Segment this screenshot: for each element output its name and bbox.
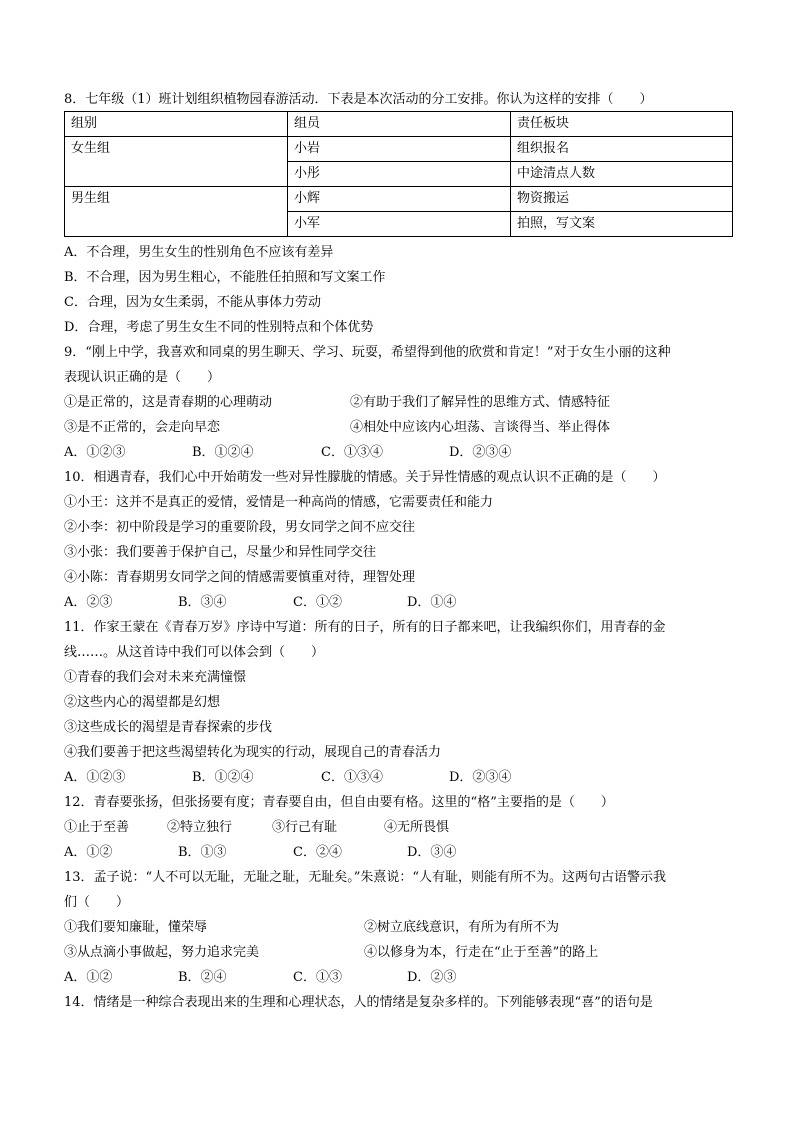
q13-stem: 13．孟子说：“人不可以无耻，无耻之耻，无耻矣。”朱熹说：“人有耻，则能有所不为。这两句古语警示我: [64, 870, 666, 885]
q12-item-1: ①止于至善: [64, 820, 130, 835]
q10-choice-b: B．③④: [178, 595, 227, 610]
q9-item-3: ③是不正常的，会走向早恋: [64, 420, 221, 435]
q11-item-3: ③这些成长的渴望是青春探索的步伐: [64, 720, 273, 735]
q11-item-2: ②这些内心的渴望都是幻想: [64, 695, 221, 710]
q8-option-c: C．合理，因为女生柔弱，不能从事体力劳动: [64, 295, 321, 310]
q11-choice-c: C．①③④: [321, 770, 383, 785]
table-cell: 小彤: [288, 162, 511, 187]
table-cell: 中途清点人数: [511, 162, 733, 187]
q11-item-1: ①青春的我们会对未来充满憧憬: [64, 670, 247, 685]
q9-choice-b: B．①②④: [192, 445, 254, 460]
q12-choice-a: A．①②: [64, 845, 113, 860]
q11-item-4: ④我们要善于把这些渴望转化为现实的行动，展现自己的青春活力: [64, 745, 442, 760]
q11-choice-b: B．①②④: [192, 770, 254, 785]
q12-item-4: ④无所畏惧: [384, 820, 450, 835]
q8-stem: 8．七年级（1）班计划组织植物园春游活动．下表是本次活动的分工安排。你认为这样的安排（ ）: [64, 92, 653, 107]
q9-stem-cont: 表现认识正确的是（ ）: [64, 370, 221, 385]
q12-item-3: ③行己有耻: [272, 820, 338, 835]
q10-item-4: ④小陈：青春期男女同学之间的情感需要慎重对待，理智处理: [64, 570, 416, 585]
q8-option-b: B．不合理，因为男生粗心，不能胜任拍照和写文案工作: [64, 270, 386, 285]
q12-choice-c: C．②④: [293, 845, 342, 860]
q12-item-2: ②特立独行: [167, 820, 233, 835]
q11-choice-a: A．①②③: [64, 770, 126, 785]
q9-choice-c: C．①③④: [321, 445, 383, 460]
q13-item-4: ④以修身为本，行走在“止于至善”的路上: [364, 945, 599, 960]
q13-item-2: ②树立底线意识，有所为有所不为: [364, 920, 560, 935]
q13-choice-b: B．②④: [178, 970, 227, 985]
q10-stem: 10．相遇青春，我们心中开始萌发一些对异性朦胧的情感。关于异性情感的观点认识不正确的是（ ）: [64, 470, 666, 485]
q13-item-1: ①我们要知廉耻，懂荣辱: [64, 920, 208, 935]
q10-choice-c: C．①②: [293, 595, 342, 610]
q13-choice-c: C．①③: [293, 970, 342, 985]
q11-choice-d: D．②③④: [449, 770, 512, 785]
table-cell: 小辉: [288, 187, 511, 212]
q8-option-d: D．合理，考虑了男生女生不同的性别特点和个体优势: [64, 320, 374, 335]
q10-item-2: ②小李：初中阶段是学习的重要阶段，男女同学之间不应交往: [64, 520, 416, 535]
q13-choice-a: A．①②: [64, 970, 113, 985]
table-row: [65, 137, 733, 162]
table-cell: 小军: [288, 212, 511, 237]
q9-choice-a: A．①②③: [64, 445, 126, 460]
table-header-row: [65, 112, 733, 137]
q9-choice-d: D．②③④: [449, 445, 512, 460]
q10-choice-a: A．②③: [64, 595, 113, 610]
q8-option-a: A．不合理，男生女生的性别角色不应该有差异: [64, 245, 334, 260]
table-header: 组别: [65, 112, 288, 137]
q10-choice-d: D．①④: [407, 595, 457, 610]
table-cell: 拍照，写文案: [511, 212, 733, 237]
table-group-cell: 女生组: [65, 137, 288, 187]
table-header: 责任板块: [511, 112, 733, 137]
q14-stem: 14．情绪是一种综合表现出来的生理和心理状态，人的情绪是复杂多样的。下列能够表现“喜”的语句是: [64, 995, 653, 1010]
q12-choice-b: B．①③: [178, 845, 227, 860]
q10-item-3: ③小张：我们要善于保护自己，尽量少和异性同学交往: [64, 545, 377, 560]
table-group-cell: 男生组: [65, 187, 288, 237]
table-cell: 组织报名: [511, 137, 733, 162]
q10-item-1: ①小王：这并不是真正的爱情，爱情是一种高尚的情感，它需要责任和能力: [64, 495, 494, 510]
q12-choice-d: D．③④: [407, 845, 457, 860]
q12-stem: 12．青春要张扬，但张扬要有度；青春要自由，但自由要有格。这里的“格”主要指的是（ ）: [64, 795, 614, 810]
q13-item-3: ③从点滴小事做起，努力追求完美: [64, 945, 260, 960]
table-cell: 物资搬运: [511, 187, 733, 212]
q11-stem-cont: 线……。从这首诗中我们可以体会到（ ）: [64, 645, 325, 660]
q11-stem: 11．作家王蒙在《青春万岁》序诗中写道：所有的日子，所有的日子都来吧，让我编织你们，用青春的金: [64, 620, 666, 635]
q8-table: [64, 111, 733, 237]
q9-item-4: ④相处中应该内心坦荡、言谈得当、举止得体: [350, 420, 611, 435]
table-row: [65, 187, 733, 212]
table-cell: 小岩: [288, 137, 511, 162]
table-header: 组员: [288, 112, 511, 137]
q13-choice-d: D．②③: [407, 970, 457, 985]
q9-stem: 9．“刚上中学，我喜欢和同桌的男生聊天、学习、玩耍，希望得到他的欣赏和肯定！”对于女生小丽的这种: [64, 345, 671, 360]
q9-item-2: ②有助于我们了解异性的思维方式、情感特征: [350, 395, 611, 410]
q9-item-1: ①是正常的，这是青春期的心理萌动: [64, 395, 273, 410]
q13-stem-cont: 们（ ）: [64, 895, 130, 910]
